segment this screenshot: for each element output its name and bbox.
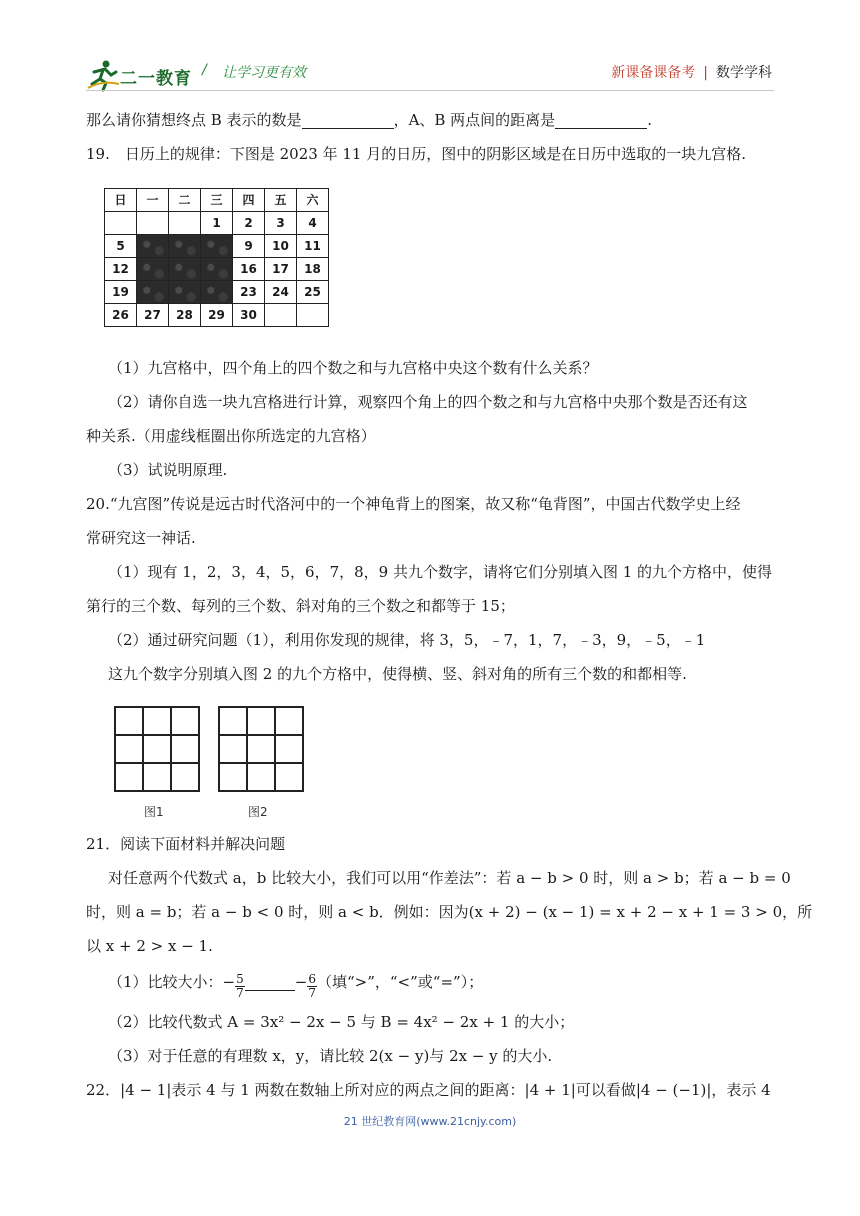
answer-blank-b	[302, 112, 394, 129]
grid-cell	[115, 763, 143, 791]
calendar-cell	[169, 212, 201, 235]
calendar-header-cell: 六	[297, 189, 329, 212]
magic-square-figure-1	[114, 706, 200, 792]
question-21: 21．阅读下面材料并解决问题	[86, 835, 286, 853]
calendar-header-cell: 二	[169, 189, 201, 212]
grid-cell	[143, 735, 171, 763]
calendar-cell	[297, 304, 329, 327]
fraction-denominator: 7	[308, 986, 316, 1000]
question-20-cont: 常研究这一神话.	[86, 529, 196, 547]
calendar-row	[105, 235, 329, 258]
grid-cell	[115, 707, 143, 735]
calendar-cell: 2	[233, 212, 265, 235]
calendar-cell: 30	[233, 304, 265, 327]
calendar-cell: 4	[297, 212, 329, 235]
grid-cell	[247, 763, 275, 791]
fraction-numerator: 6	[308, 972, 316, 986]
grid-cell	[219, 735, 247, 763]
question-22: 22．|4 − 1|表示 4 与 1 两数在数轴上所对应的两点之间的距离：|4 + 1|可以看做|4 − (−1)|，表示 4	[86, 1081, 771, 1099]
text-q21-1a: （1）比较大小：−	[108, 973, 236, 991]
grid-cell	[275, 763, 303, 791]
calendar-row	[105, 304, 329, 327]
calendar-row	[105, 281, 329, 304]
text-l0a: 那么请你猜想终点 B 表示的数是	[86, 111, 302, 129]
grid-cell	[171, 707, 199, 735]
question-20-part-2: （2）通过研究问题（1），利用你发现的规律，将 3，5，﹣7，1，7，﹣3，9，﹣5，﹣1	[108, 631, 706, 649]
line-answer-blanks	[86, 110, 652, 131]
runner-icon	[86, 58, 120, 92]
answer-blank-compare	[245, 974, 295, 991]
calendar-header-cell: 四	[233, 189, 265, 212]
calendar-cell: 9	[233, 235, 265, 258]
calendar-header-cell: 一	[137, 189, 169, 212]
calendar-cell: 19	[105, 281, 137, 304]
calendar-cell: 17	[265, 258, 297, 281]
text-q21-1b: −	[294, 973, 308, 991]
grid-cell	[143, 763, 171, 791]
grid-cell	[275, 707, 303, 735]
header-subject-label: 数学学科	[716, 65, 772, 81]
text-q21-1c: （填“>”，“<”或“=”）；	[316, 973, 484, 991]
header-course-label: 新课备课备考	[611, 65, 696, 81]
calendar-cell: 26	[105, 304, 137, 327]
calendar-shaded-cell	[169, 235, 201, 258]
header-subject	[611, 62, 772, 82]
calendar-shaded-cell	[169, 281, 201, 304]
question-20-part-1: （1）现有 1，2，3，4，5，6，7，8，9 共九个数字，请将它们分别填入图 1 的九个方格中，使得	[108, 563, 773, 581]
calendar-shaded-cell	[137, 281, 169, 304]
calendar-cell: 10	[265, 235, 297, 258]
figure-2-label: 图2	[248, 805, 268, 819]
grid-cell	[219, 707, 247, 735]
calendar-cell: 3	[265, 212, 297, 235]
fraction-six-sevenths	[307, 973, 317, 1000]
calendar-shaded-cell	[169, 258, 201, 281]
grid-cell	[247, 707, 275, 735]
logo	[86, 58, 196, 92]
figure-1-label: 图1	[144, 805, 164, 819]
calendar-shaded-cell	[201, 281, 233, 304]
slogan: 让学习更有效	[222, 65, 306, 81]
calendar-shaded-cell	[137, 235, 169, 258]
question-21-material-3: 以 x + 2 > x − 1.	[86, 937, 213, 955]
calendar-cell: 12	[105, 258, 137, 281]
calendar-cell	[105, 212, 137, 235]
question-20-part-2-cont: 这九个数字分别填入图 2 的九个方格中，使得横、竖、斜对角的所有三个数的和都相等.	[108, 665, 687, 683]
calendar-cell: 5	[105, 235, 137, 258]
text-l0c: .	[647, 111, 652, 129]
fraction-numerator: 5	[236, 972, 244, 986]
calendar-cell	[137, 212, 169, 235]
question-21-part-2: （2）比较代数式 A = 3x² − 2x − 5 与 B = 4x² − 2x + 1 的大小；	[108, 1013, 575, 1031]
grid-cell	[171, 735, 199, 763]
question-21-part-3: （3）对于任意的有理数 x，y，请比较 2(x − y)与 2x − y 的大小.	[108, 1047, 553, 1065]
logo-text: 二一教育	[120, 69, 192, 89]
text-l0b: ，A、B 两点间的距离是	[393, 111, 556, 129]
calendar-cell: 1	[201, 212, 233, 235]
magic-square-figure-2	[218, 706, 304, 792]
page-header	[0, 0, 860, 100]
question-19-part-2-cont: 种关系.（用虚线框圈出你所选定的九宫格）	[86, 427, 376, 445]
question-21-part-1	[108, 972, 483, 1000]
question-21-material-2: 时，则 a = b；若 a − b < 0 时，则 a < b．例如：因为(x + 2) − (x − 1) = x + 2 − x + 1 = 3 > 0，所	[86, 903, 813, 921]
calendar-shaded-cell	[201, 235, 233, 258]
grid-cell	[171, 763, 199, 791]
calendar-row	[105, 258, 329, 281]
calendar-header-cell: 五	[265, 189, 297, 212]
question-19-part-2: （2）请你自选一块九宫格进行计算，观察四个角上的四个数之和与九宫格中央那个数是否还有这	[108, 393, 748, 411]
question-19-part-1: （1）九宫格中，四个角上的四个数之和与九宫格中央这个数有什么关系？	[108, 359, 598, 377]
calendar-shaded-cell	[201, 258, 233, 281]
calendar-shaded-cell	[137, 258, 169, 281]
calendar-header-row	[105, 189, 329, 212]
calendar-header-cell: 日	[105, 189, 137, 212]
grid-cell	[275, 735, 303, 763]
calendar-cell: 16	[233, 258, 265, 281]
fraction-denominator: 7	[236, 986, 244, 1000]
calendar-cell: 28	[169, 304, 201, 327]
calendar-cell: 11	[297, 235, 329, 258]
calendar-cell: 29	[201, 304, 233, 327]
calendar-cell: 25	[297, 281, 329, 304]
question-21-material-1: 对任意两个代数式 a，b 比较大小，我们可以用“作差法”：若 a − b > 0 时，则 a > b；若 a − b = 0	[108, 869, 791, 887]
question-19-part-3: （3）试说明原理.	[108, 461, 228, 479]
grid-cell	[115, 735, 143, 763]
grid-cell	[143, 707, 171, 735]
grid-cell	[219, 763, 247, 791]
question-20: 20.“九宫图”传说是远古时代洛河中的一个神龟背上的图案，故又称“龟背图”，中国古代数学史上经	[86, 495, 741, 513]
slogan-separator: /	[202, 62, 207, 78]
header-divider	[86, 90, 774, 91]
header-separator: |	[703, 65, 708, 81]
calendar-header-cell: 三	[201, 189, 233, 212]
answer-blank-distance	[555, 112, 647, 129]
calendar-cell	[265, 304, 297, 327]
page-footer: 21 世纪教育网(www.21cnjy.com)	[343, 1115, 517, 1128]
fraction-five-sevenths	[235, 973, 245, 1000]
question-19: 19. 日历上的规律：下图是 2023 年 11 月的日历，图中的阴影区域是在日历中选取的一块九宫格.	[86, 145, 746, 163]
calendar-cell: 27	[137, 304, 169, 327]
calendar-cell: 24	[265, 281, 297, 304]
calendar-cell: 23	[233, 281, 265, 304]
calendar-row	[105, 212, 329, 235]
calendar-table	[104, 188, 329, 327]
calendar-cell: 18	[297, 258, 329, 281]
question-20-part-1-cont: 第行的三个数、每列的三个数、斜对角的三个数之和都等于 15；	[86, 597, 515, 615]
grid-cell	[247, 735, 275, 763]
